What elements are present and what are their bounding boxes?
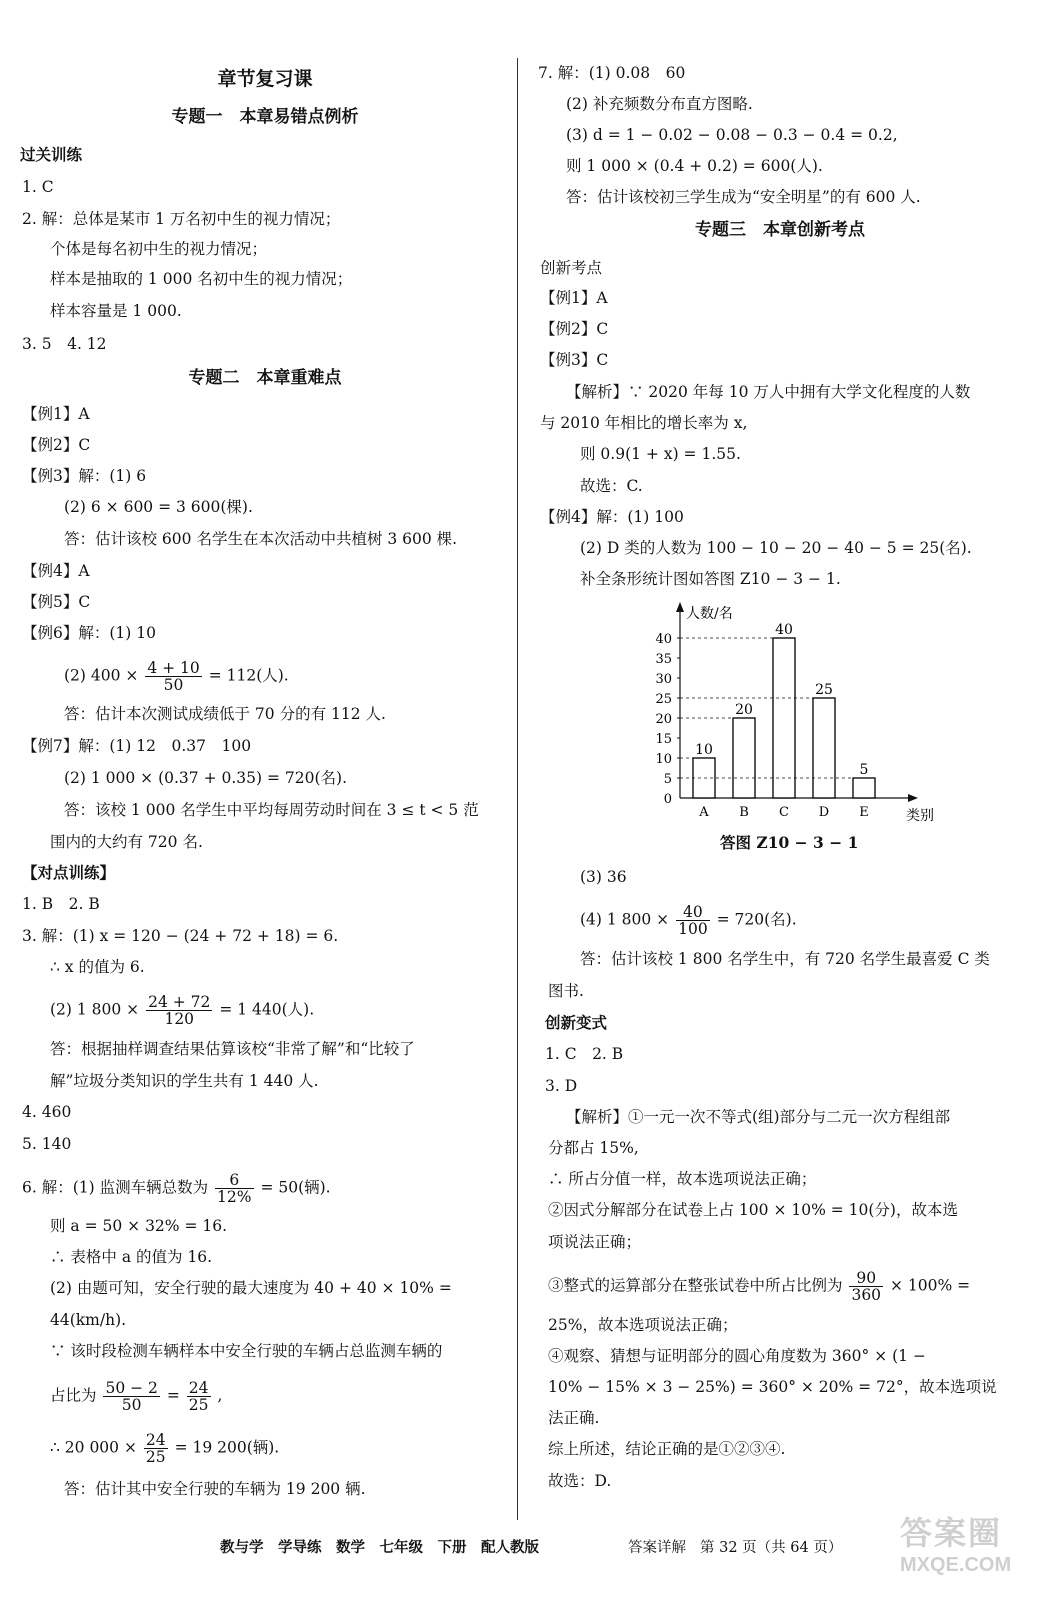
bar-C [773,638,795,798]
answer-line: 答：估计该校 600 名学生在本次活动中共植树 3 600 棵. [64,530,458,548]
y-tick-label: 10 [655,752,672,767]
answer-line: 5. 140 [22,1135,72,1153]
answer-line: 3. 5 4. 12 [22,335,107,353]
answer-line: 答：估计本次测试成绩低于 70 分的有 112 人. [64,705,386,723]
answer-line: 7. 解：(1) 0.08 60 [538,64,686,82]
topic1-title: 专题一 本章易错点例析 [171,107,359,127]
y-tick-label: 0 [663,792,672,807]
fraction: $\frac{24}{25}$ [188,1379,209,1414]
y-axis-label: 人数/名 [686,606,733,622]
y-axis-arrow [676,602,684,612]
answer-line: (2) D 类的人数为 100 − 10 − 20 − 40 − 5 = 25(名). [580,539,972,557]
answer-line: 图书. [548,982,584,1000]
training1-label: 过关训练 [20,145,83,164]
answer-line: 则 0.9(1 + x) = 1.55. [580,445,741,463]
bar-value-label: 20 [735,702,753,718]
answer-line: 1. C 2. B [545,1045,624,1063]
y-tick-label: 25 [655,692,672,707]
answer-line: 4. 460 [22,1103,72,1121]
bar-E [853,778,875,798]
answer-line: 项说法正确； [548,1233,642,1251]
answer-line: 44(km/h). [50,1311,127,1329]
answer-line: (3) d = 1 − 0.02 − 0.08 − 0.3 − 0.4 = 0.2, [566,126,898,144]
fraction: $\frac{50 - 2}{50}$ [105,1379,158,1414]
fraction: $\frac{40}{100}$ [678,903,708,938]
answer-line: 【例2】C [22,436,91,454]
topic2-title: 专题二 本章重难点 [188,368,342,388]
answer-line: 【例4】A [22,562,90,580]
answer-line: 解”垃圾分类知识的学生共有 1 440 人. [50,1072,319,1090]
fraction: $\frac{6}{12\%}$ [217,1171,252,1206]
answer-line: 3. D [545,1077,578,1095]
answer-line: (2) 6 × 600 = 3 600(棵). [64,498,253,516]
answer-line: 综上所述，结论正确的是①②③④. [548,1440,786,1458]
answer-line: ∴ 表格中 a 的值为 16. [50,1248,213,1266]
bar-chart [640,600,934,828]
fraction: $\frac{4 + 10}{50}$ [147,659,200,694]
bar-D [813,698,835,798]
formula-line: (4) 1 800 × $\frac{40}{100}$ = 720(名). [580,903,797,938]
y-tick-label: 15 [655,732,672,747]
x-tick-label: E [859,805,869,820]
bar-value-label: 40 [775,622,793,638]
x-axis-label: 类别 [906,808,934,824]
section-label: 创新考点 [540,259,603,277]
training2-label: 【对点训练】 [22,863,116,882]
formula-line: (2) 400 × $\frac{4 + 10}{50}$ = 112(人). [64,659,289,694]
answer-line: 1. B 2. B [22,895,100,913]
watermark: 答案圈 MXQE.COM [900,1514,1012,1576]
answer-line: 【例5】C [22,593,91,611]
answer-line: ∵ 该时段检测车辆样本中安全行驶的车辆占总监测车辆的 [50,1342,443,1360]
answer-line: 与 2010 年相比的增长率为 x, [540,414,748,432]
answer-line: 答：估计其中安全行驶的车辆为 19 200 辆. [64,1480,366,1498]
answer-line: 分都占 15%, [548,1139,639,1157]
answer-line: 答：根据抽样调查结果估算该校“非常了解”和“比较了 [50,1040,415,1058]
fraction: $\frac{90}{360}$ [851,1269,882,1304]
answer-line: 【例2】C [540,320,609,338]
answer-line: ②因式分解部分在试卷上占 100 × 10% = 10(分)，故本选 [548,1201,958,1219]
answer-line: ∴ 所占分值一样，故本选项说法正确； [548,1170,817,1188]
answer-line: 故选：D. [548,1472,612,1490]
book-series: 教与学 学导练 数学 七年级 下册 配人教版 [220,1539,539,1556]
answer-line: 2. 解：总体是某市 1 万名初中生的视力情况； [22,210,341,228]
formula-line: 6. 解：(1) 监测车辆总数为 $\frac{6}{12\%}$ = 50(辆). [22,1171,331,1206]
x-tick-label: C [779,805,789,820]
y-tick-label: 40 [655,632,672,647]
x-tick-label: A [699,805,709,820]
y-tick-label: 35 [655,652,672,667]
answer-line: 10% − 15% × 3 − 25%) = 360° × 20% = 72°，故本选项说 [548,1378,997,1396]
answer-line: 法正确. [548,1409,600,1427]
fraction: $\frac{24 + 72}{120}$ [148,993,211,1028]
formula-line: ③整式的运算部分在整张试卷中所占比例为 $\frac{90}{360}$ × 100% = [548,1269,971,1304]
answer-line: ④观察、猜想与证明部分的圆心角度数为 360° × (1 − [548,1347,926,1365]
answer-line: 故选：C. [580,477,643,495]
x-tick-label: B [739,805,749,820]
y-tick-label: 5 [663,772,672,787]
answer-line: 样本容量是 1 000. [50,302,182,320]
formula-line: (2) 1 800 × $\frac{24 + 72}{120}$ = 1 440(人). [50,993,315,1028]
column-divider [517,58,518,1520]
topic3-title: 专题三 本章创新考点 [695,220,865,240]
answer-label: 答案详解 [628,1540,686,1556]
chapter-title: 章节复习课 [217,68,313,90]
answer-line: 25%，故本选项说法正确； [548,1316,738,1334]
bar-value-label: 10 [695,742,713,758]
answer-line: (2) 补充频数分布直方图略. [566,95,753,113]
formula-line: ∴ 20 000 × $\frac{24}{25}$ = 19 200(辆). [50,1431,280,1466]
y-tick-label: 30 [655,672,672,687]
answer-line: 则 1 000 × (0.4 + 0.2) = 600(人). [566,157,823,175]
answer-line: 【例7】解：(1) 12 0.37 100 [22,737,252,755]
answer-line: 答：估计该校 1 800 名学生中，有 720 名学生最喜爱 C 类 [580,950,990,968]
bar-B [733,718,755,798]
x-tick-label: D [818,805,830,820]
x-axis-arrow [908,794,918,802]
answer-line: 【例4】解：(1) 100 [540,508,684,526]
answer-line: 【解析】①一元一次不等式(组)部分与二元一次方程组部 [566,1108,951,1126]
answer-line: (2) 由题可知，安全行驶的最大速度为 40 + 40 × 10% = [50,1279,452,1297]
bar-value-label: 5 [859,762,869,778]
answer-line: 3. 解：(1) x = 120 − (24 + 72 + 18) = 6. [22,927,339,945]
answer-line: 补全条形统计图如答图 Z10 − 3 − 1. [580,570,841,588]
chart-caption: 答图 Z10 − 3 − 1 [720,833,859,852]
answer-line: (2) 1 000 × (0.37 + 0.35) = 720(名). [64,769,348,787]
answer-line: (3) 36 [580,868,627,886]
answer-line: 【例3】C [540,351,609,369]
page-number: 第 32 页（共 64 页） [700,1540,843,1556]
answer-line: 答：估计该校初三学生成为“安全明星”的有 600 人. [566,188,921,206]
bar-value-label: 25 [815,682,833,698]
answer-line: 答：该校 1 000 名学生中平均每周劳动时间在 3 ≤ t < 5 范 [64,801,479,819]
formula-line: 占比为 $\frac{50 - 2}{50}$ = $\frac{24}{25}$ , [50,1379,223,1414]
answer-line: 1. C [22,178,54,196]
fraction: $\frac{24}{25}$ [145,1431,166,1466]
answer-line: 个体是每名初中生的视力情况； [50,240,268,258]
answer-line: ∴ x 的值为 6. [50,958,145,976]
answer-line: 【例6】解：(1) 10 [22,624,156,642]
variant-label: 创新变式 [545,1013,608,1032]
answer-line: 样本是抽取的 1 000 名初中生的视力情况； [50,270,353,288]
y-tick-label: 20 [655,712,672,727]
answer-line: 【例1】A [540,289,608,307]
answer-line: 【例3】解：(1) 6 [22,467,147,485]
answer-line: 【解析】∵ 2020 年每 10 万人中拥有大学文化程度的人数 [566,383,971,401]
answer-line: 围内的大约有 720 名. [50,833,203,851]
answer-line: 则 a = 50 × 32% = 16. [50,1217,228,1235]
answer-line: 【例1】A [22,405,90,423]
